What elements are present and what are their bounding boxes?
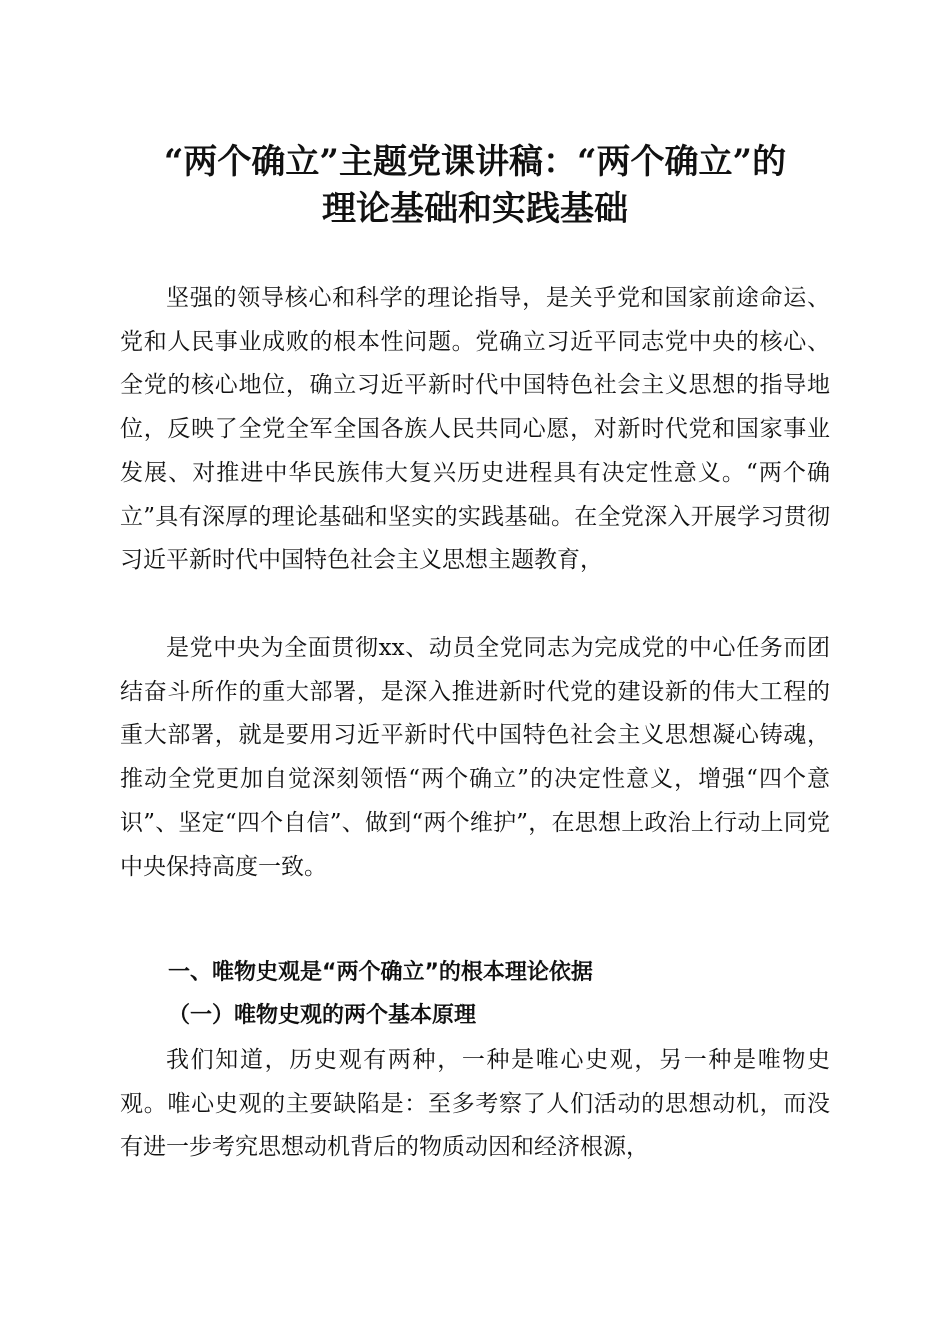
document-title-line-2: 理论基础和实践基础: [322, 189, 628, 229]
subsection-heading-1: （一）唯物史观的两个基本原理: [168, 1002, 477, 1028]
document-title-line-1: “两个确立”主题党课讲稿：“两个确立”的: [163, 142, 787, 182]
paragraph-intro: 坚强的领导核心和科学的理论指导，是关乎党和国家前途命运、党和人民事业成败的根本性问题。党确立习近平同志党中央的核心、全党的核心地位，确立习近平新时代中国特色社会主义思想的指导地位，反映了全党全军全国各族人民共同心愿，对新时代党和国家事业发展、对推进中华民族伟大复兴历史进程具有决定性意义。“两个确立”具有深厚的理论基础和坚实的实践基础。在全党深入开展学习贯彻习近平新时代中国特色社会主义思想主题教育，: [120, 285, 830, 574]
paragraph-deployment: 是党中央为全面贯彻xx、动员全党同志为完成党的中心任务而团结奋斗所作的重大部署，是深入推进新时代党的建设新的伟大工程的重大部署，就是要用习近平新时代中国特色社会主义思想凝心铸魂，推动全党更加自觉深刻领悟“两个确立”的决定性意义，增强“四个意识”、坚定“四个自信”、做到“两个维护”，在思想上政治上行动上同党中央保持高度一致。: [120, 635, 830, 880]
section-heading-1: 一、唯物史观是“两个确立”的根本理论依据: [168, 960, 593, 985]
paragraph-historical-materialism: 我们知道，历史观有两种，一种是唯心史观，另一种是唯物史观。唯心史观的主要缺陷是：至多考察了人们活动的思想动机，而没有进一步考究思想动机背后的物质动因和经济根源，: [120, 1047, 830, 1161]
